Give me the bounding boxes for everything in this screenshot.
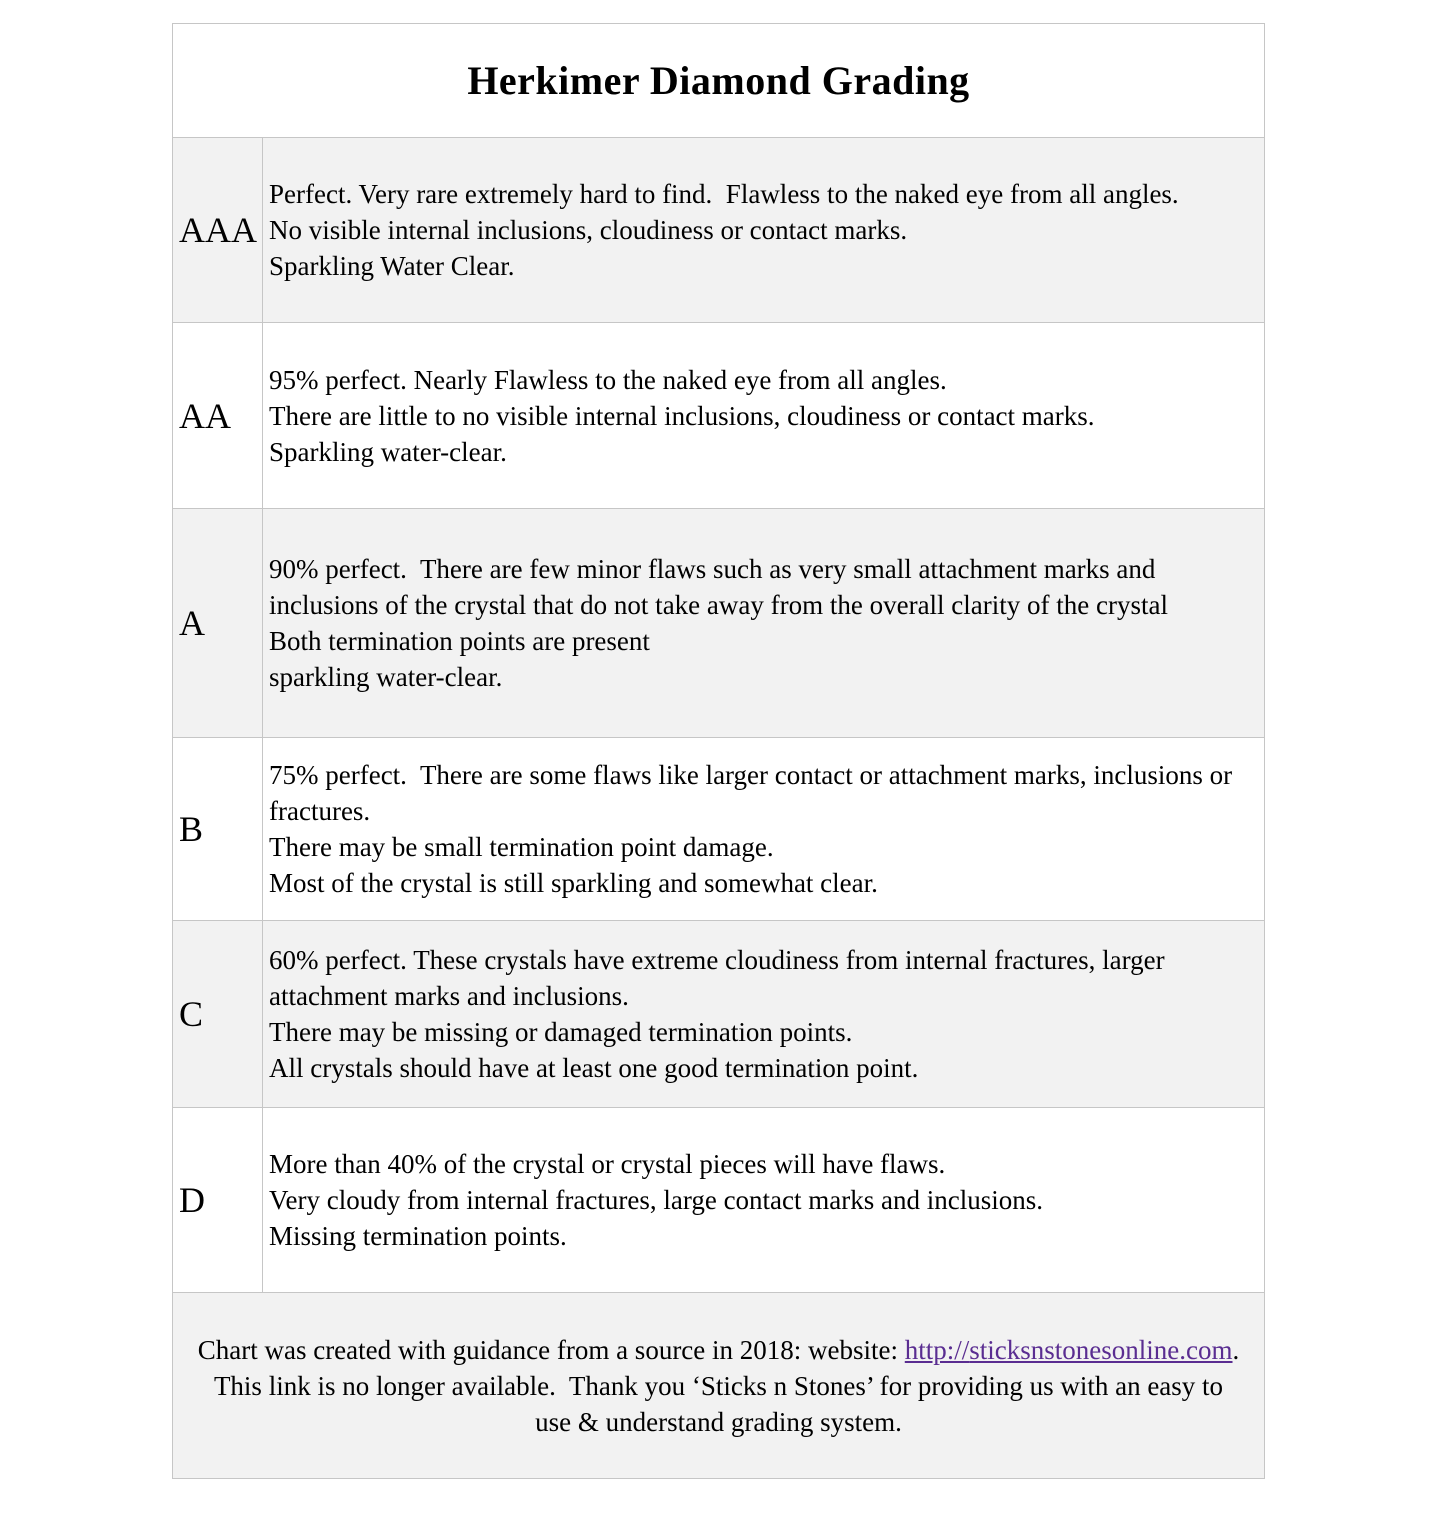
description-paragraph: No visible internal inclusions, cloudiness or contact marks. [269, 215, 908, 245]
grade-label-a: A [173, 509, 263, 737]
grade-label-c: C [173, 921, 263, 1107]
description-paragraph: 90% perfect. There are few minor flaws such as very small attachment marks and inclusions of the crystal that do not take away from the overall clarity of the crystal [269, 554, 1168, 620]
title-row [173, 24, 1264, 138]
description-paragraph: Very cloudy from internal fractures, large contact marks and inclusions. [269, 1185, 1043, 1215]
description-paragraph: All crystals should have at least one good termination point. [269, 1053, 919, 1083]
description-paragraph: More than 40% of the crystal or crystal pieces will have flaws. [269, 1149, 946, 1179]
grade-row-c [173, 921, 1264, 1108]
description-paragraph: There may be small termination point damage. [269, 832, 774, 862]
attribution-after-link: . This link is no longer available. Thank you ‘Sticks n Stones’ for providing us with an easy to use & understand grading system. [213, 1334, 1253, 1437]
description-paragraph: 75% perfect. There are some flaws like larger contact or attachment marks, inclusions or fractures. [269, 760, 1239, 826]
grade-label-aa: AA [173, 323, 263, 508]
footer-row [173, 1293, 1264, 1478]
grade-label-d: D [173, 1108, 263, 1292]
herkimer-grading-table [172, 23, 1265, 1479]
grade-description-aa [263, 323, 1264, 508]
description-paragraph: Missing termination points. [269, 1221, 567, 1251]
grade-row-aa [173, 323, 1264, 509]
grade-label-b: B [173, 738, 263, 920]
grade-row-aaa [173, 138, 1264, 323]
grade-row-b [173, 738, 1264, 921]
description-paragraph: Sparkling Water Clear. [269, 251, 515, 281]
description-paragraph: There are little to no visible internal inclusions, cloudiness or contact marks. [269, 400, 1095, 431]
grade-description-c [263, 921, 1264, 1107]
page-title: Herkimer Diamond Grading [467, 58, 970, 103]
grade-label-aaa: AAA [173, 138, 263, 322]
grade-description-aaa [263, 138, 1264, 322]
attribution-before-link: Chart was created with guidance from a source in 2018: website: [197, 1334, 905, 1365]
grade-description-a [263, 509, 1264, 737]
description-paragraph: 95% perfect. Nearly Flawless to the naked eye from all angles. [269, 364, 947, 395]
description-paragraph: Most of the crystal is still sparkling and somewhat clear. [269, 868, 878, 898]
description-paragraph: Perfect. Very rare extremely hard to find. Flawless to the naked eye from all angles. [269, 179, 1179, 209]
grade-description-d [263, 1108, 1264, 1292]
grade-row-a [173, 509, 1264, 738]
source-link-domain: sticksnstonesonline.com [969, 1334, 1233, 1365]
description-paragraph: Both termination points are present [269, 626, 650, 656]
description-paragraph: sparkling water-clear. [269, 662, 503, 692]
source-link-protocol: http:// [904, 1334, 970, 1365]
source-link[interactable] [905, 1335, 1233, 1365]
grade-description-b [263, 738, 1264, 920]
grade-row-d [173, 1108, 1264, 1293]
description-paragraph: Sparkling water-clear. [269, 436, 507, 467]
attribution-text [173, 1332, 1264, 1440]
description-paragraph: 60% perfect. These crystals have extreme cloudiness from internal fractures, larger attachment marks and inclusions. [269, 945, 1172, 1011]
description-paragraph: There may be missing or damaged termination points. [269, 1017, 853, 1047]
